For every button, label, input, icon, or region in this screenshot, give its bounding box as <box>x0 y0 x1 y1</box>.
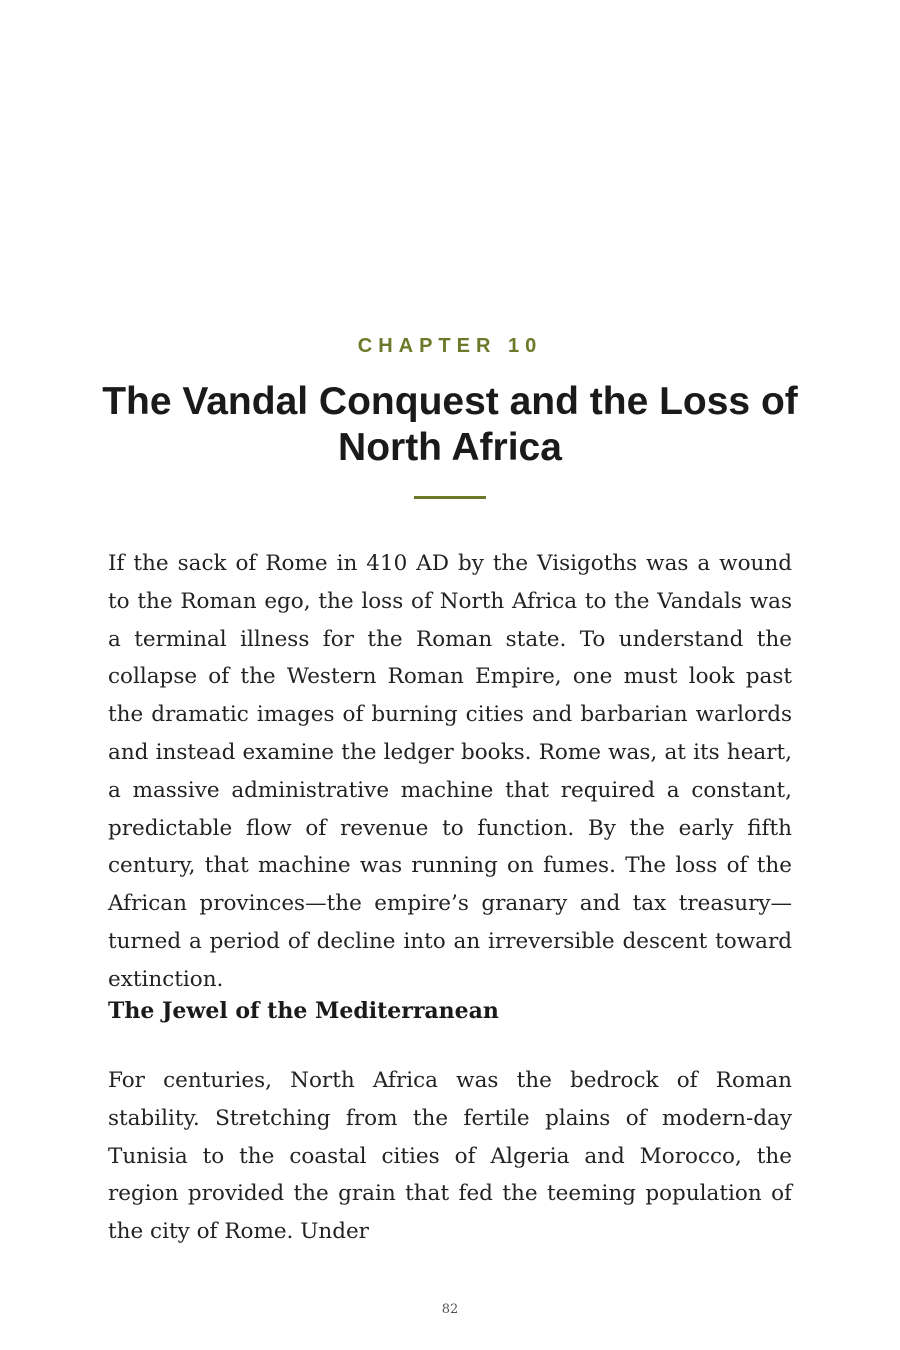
chapter-title: The Vandal Conquest and the Loss of North Africa <box>102 380 798 469</box>
chapter-label: CHAPTER 10 <box>357 335 543 357</box>
paragraph-intro: If the sack of Rome in 410 AD by the Visigoths was a wound to the Roman ego, the loss of North Africa to the Vandals was a terminal illness for the Roman state. To understand the collapse of the Western Roman Empire, one must look past the dramatic images of burning cities and barbarian warlords and instead examine the ledger books. Rome was, at its heart, a massive administrative machine that required a constant, predictable flow of revenue to function. By the early fifth century, that machine was running on fumes. The loss of the African provinces—the empire’s granary and tax treasury—turned a period of decline into an irreversible descent toward extinction. <box>108 551 792 992</box>
section-heading: The Jewel of the Mediterranean <box>108 998 499 1024</box>
title-divider <box>414 496 486 499</box>
page-number: 82 <box>441 1302 459 1317</box>
paragraph-jewel: For centuries, North Africa was the bedrock of Roman stability. Stretching from the fertile plains of modern-day Tunisia to the coastal cities of Algeria and Morocco, the region provided the grain that fed the teeming population of the city of Rome. Under <box>108 1068 792 1245</box>
